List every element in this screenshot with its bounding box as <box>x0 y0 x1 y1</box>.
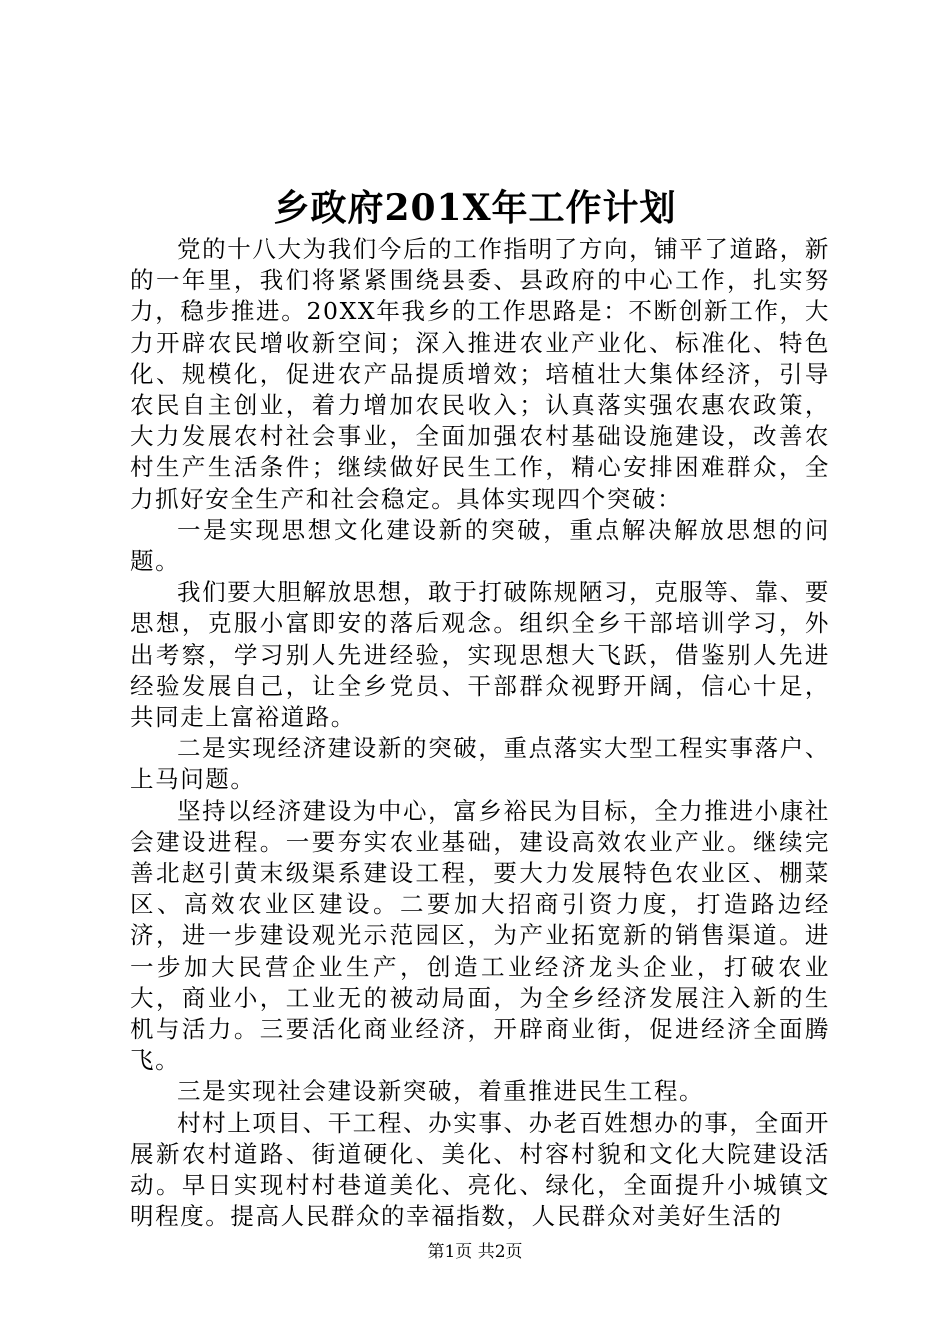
document-body <box>130 234 830 1233</box>
paragraph-breakthrough-1: 一是实现思想文化建设新的突破，重点解决解放思想的问题。 <box>130 515 830 576</box>
paragraph-breakthrough-2: 二是实现经济建设新的突破，重点落实大型工程实事落户、上马问题。 <box>130 734 830 794</box>
document-title: 乡政府201X年工作计划 <box>273 187 677 229</box>
paragraph-breakthrough-1-detail: 我们要大胆解放思想，敢于打破陈规陋习，克服等、靠、要思想，克服小富即安的落后观念。组织全乡干部培训学习，外出考察，学习别人先进经验，实现思想大飞跃，借鉴别人先进经验发展自己，让全乡党员、干部群众视野开阔，信心十足，共同走上富裕道路。 <box>130 578 830 732</box>
paragraph-breakthrough-3: 三是实现社会建设新突破，着重推进民生工程。 <box>177 1077 705 1106</box>
paragraph-intro: 党的十八大为我们今后的工作指明了方向，铺平了道路，新的一年里，我们将紧紧围绕县委、县政府的中心工作，扎实努力，稳步推进。20XX年我乡的工作思路是：不断创新工作，大力开辟农民增收新空间；深入推进农业产业化、标准化、特色化、规模化，促进农产品提质增效；培植壮大集体经济，引导农民自主创业，着力增加农民收入；认真落实强农惠农政策，大力发展农村社会事业，全面加强农村基础设施建设，改善农村生产生活条件；继续做好民生工作，精心安排困难群众，全力抓好安全生产和社会稳定。具体实现四个突破： <box>130 235 830 513</box>
paragraph-breakthrough-3-detail: 村村上项目、干工程、办实事、办老百姓想办的事，全面开展新农村道路、街道硬化、美化、村容村貌和文化大院建设活动。早日实现村村巷道美化、亮化、绿化，全面提升小城镇文明程度。提高人民群众的幸福指数，人民群众对美好生活的 <box>130 1108 830 1231</box>
paragraph-breakthrough-2-detail: 坚持以经济建设为中心，富乡裕民为目标，全力推进小康社会建设进程。一要夯实农业基础，建设高效农业产业。继续完善北赵引黄末级渠系建设工程，要大力发展特色农业区、棚菜区、高效农业区建设。二要加大招商引资力度，打造路边经济，进一步建设观光示范园区，为产业拓宽新的销售渠道。进一步加大民营企业生产，创造工业经济龙头企业，打破农业大，商业小，工业无的被动局面，为全乡经济发展注入新的生机与活力。三要活化商业经济，开辟商业街，促进经济全面腾飞。 <box>130 796 830 1075</box>
page-number-footer: 第1页 共2页 <box>427 1242 523 1262</box>
